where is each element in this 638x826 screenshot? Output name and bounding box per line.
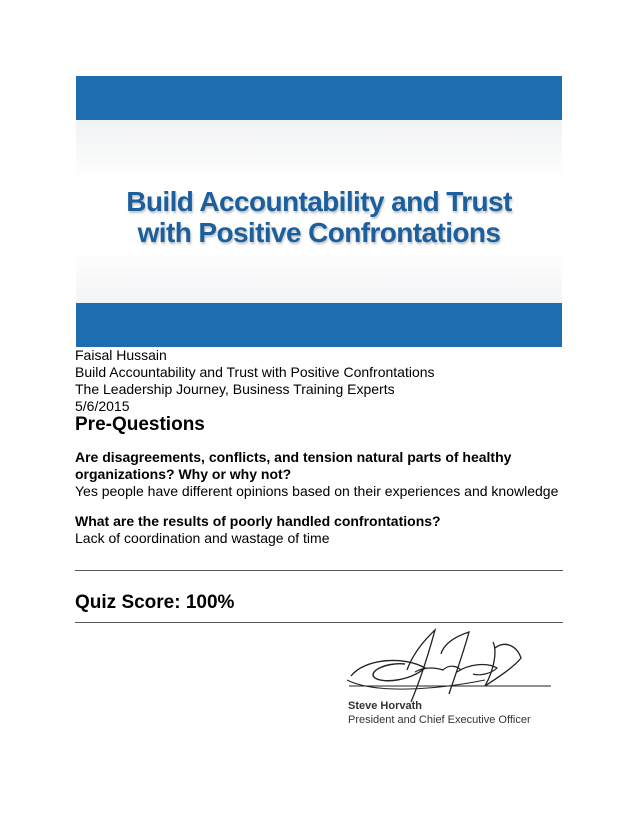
banner-top-band [76,76,562,120]
course-banner [76,76,562,347]
answer-2: Lack of coordination and wastage of time [75,530,330,546]
question-1-line1: Are disagreements, conflicts, and tension natural parts of healthy [75,449,512,465]
signatory-name: Steve Horvath [348,700,422,712]
answer-1: Yes people have different opinions based on their experiences and knowledge [75,483,559,499]
banner-bottom-band [76,303,562,347]
question-1-line2: organizations? Why or why not? [75,466,292,482]
banner-title-line2: with Positive Confrontations [137,217,501,248]
section-heading: Pre-Questions [75,414,205,435]
course-name: Build Accountability and Trust with Positive Confrontations [75,364,435,380]
divider-top [75,570,563,571]
completion-date: 5/6/2015 [75,398,130,414]
program-name: The Leadership Journey, Business Training Experts [75,381,395,397]
signature-image [345,628,555,708]
signature-scribble [345,628,555,708]
banner-title-line1: Build Accountability and Trust [126,186,512,217]
signatory-title: President and Chief Executive Officer [348,714,531,726]
quiz-score: Quiz Score: 100% [75,592,235,613]
divider-bottom [75,622,563,623]
question-2: What are the results of poorly handled confrontations? [75,513,441,529]
student-name: Faisal Hussain [75,347,167,363]
